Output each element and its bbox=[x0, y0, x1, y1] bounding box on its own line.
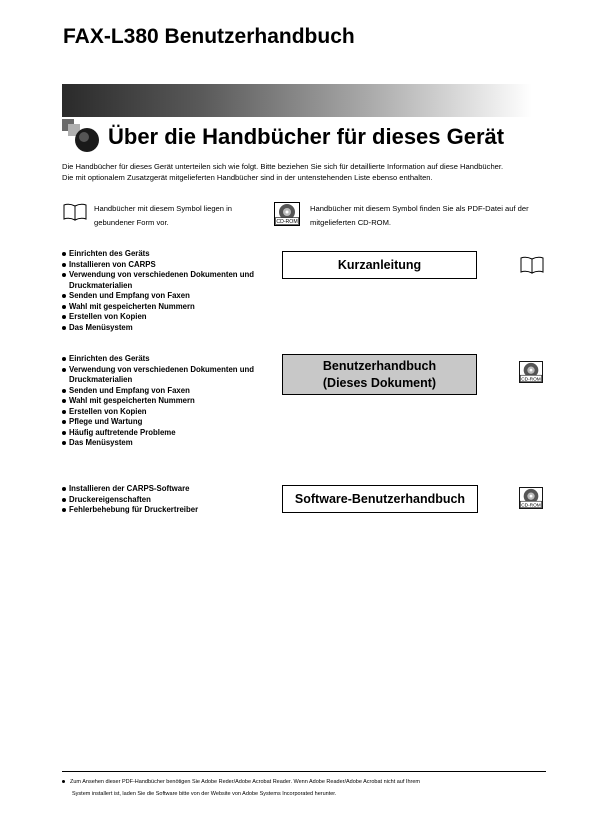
list-item: Wahl mit gespeicherten Nummern bbox=[62, 396, 267, 407]
section-title: Über die Handbücher für dieses Gerät bbox=[108, 124, 505, 149]
list-item: Verwendung von verschiedenen Dokumenten und Druckmaterialien bbox=[62, 365, 267, 386]
manual-box-software-benutzerhandbuch bbox=[282, 485, 478, 513]
manual-title: Software-Benutzerhandbuch bbox=[294, 491, 466, 506]
footer-divider bbox=[62, 771, 546, 772]
cd-rom-icon bbox=[274, 202, 300, 226]
list-item: Verwendung von verschiedenen Dokumenten und Druckmaterialien bbox=[62, 270, 267, 291]
document-title: FAX-L380 Benutzerhandbuch bbox=[63, 25, 355, 48]
list-item: Installieren von CARPS bbox=[62, 260, 267, 271]
list-item: Senden und Empfang von Faxen bbox=[62, 291, 267, 302]
manual-title: Kurzanleitung bbox=[337, 257, 422, 272]
list-item: Senden und Empfang von Faxen bbox=[62, 386, 267, 397]
cd-rom-icon bbox=[519, 361, 543, 383]
manual-box-benutzerhandbuch bbox=[282, 354, 477, 395]
list-item: Installieren der CARPS-Software bbox=[62, 484, 267, 495]
cd-rom-label: CD-ROM bbox=[276, 219, 298, 225]
manual-3-contents bbox=[62, 484, 267, 516]
book-icon bbox=[62, 203, 88, 221]
cd-rom-icon bbox=[519, 487, 543, 509]
list-item: Das Menüsystem bbox=[62, 438, 267, 449]
manual-title: Benutzerhandbuch (Dieses Dokument) bbox=[322, 358, 437, 390]
footer-line-2: System installert ist, laden Sie die Software bitte von der Website von Adobe Systems Incorporated herunter. bbox=[72, 791, 337, 797]
intro-text bbox=[62, 162, 532, 183]
list-item: Einrichten des Geräts bbox=[62, 354, 267, 365]
bullet-icon bbox=[62, 780, 65, 783]
list-item: Erstellen von Kopien bbox=[62, 407, 267, 418]
cd-rom-label: CD-ROM bbox=[521, 503, 541, 509]
manual-box-kurzanleitung bbox=[282, 251, 477, 279]
list-item: Erstellen von Kopien bbox=[62, 312, 267, 323]
list-item: Das Menüsystem bbox=[62, 323, 267, 334]
intro-paragraph-2: Die mit optionalem Zusatzgerät mitgelieferten Handbücher sind in der untenstehenden Liste ebenso enthalten. bbox=[62, 172, 433, 182]
footer-note bbox=[62, 776, 548, 800]
manual-1-contents bbox=[62, 249, 267, 333]
manual-2-contents bbox=[62, 354, 267, 449]
legend-book-text: Handbücher mit diesem Symbol liegen in gebundener Form vor. bbox=[94, 204, 233, 227]
list-item: Einrichten des Geräts bbox=[62, 249, 267, 260]
cd-rom-label: CD-ROM bbox=[521, 377, 541, 383]
list-item: Häufig auftretende Probleme bbox=[62, 428, 267, 439]
section-marker-icon bbox=[62, 119, 100, 153]
legend-cd-text: Handbücher mit diesem Symbol finden Sie als PDF-Datei auf der mitgelieferten CD-ROM. bbox=[310, 204, 529, 227]
list-item: Druckereigenschaften bbox=[62, 495, 267, 506]
header-gradient-bar bbox=[62, 84, 532, 117]
intro-paragraph-1: Die Handbücher für dieses Gerät unterteilen sich wie folgt. Bitte beziehen Sie sich für detaillierte Information auf diese Handbücher. bbox=[62, 162, 504, 171]
list-item: Fehlerbehebung für Druckertreiber bbox=[62, 505, 267, 516]
footer-line-1: Zum Ansehen dieser PDF-Handbücher benötigen Sie Adobe Reder/Adobe Acrobat Reader. Wenn Adobe Reader/Adobe Acrobat nicht auf Ihrem bbox=[70, 779, 420, 785]
book-icon bbox=[519, 256, 545, 274]
list-item: Pflege und Wartung bbox=[62, 417, 267, 428]
list-item: Wahl mit gespeicherten Nummern bbox=[62, 302, 267, 313]
